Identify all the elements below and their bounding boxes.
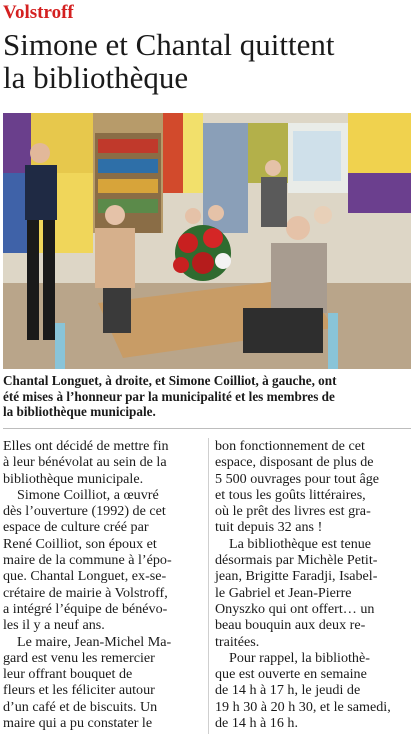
text-line: Pour rappel, la bibliothè- <box>229 649 370 666</box>
photo-caption <box>3 373 411 420</box>
text-line: traitées. <box>215 633 260 650</box>
caption-rule <box>3 428 411 429</box>
column-divider <box>208 438 209 734</box>
text-line: tuit depuis 32 ans ! <box>215 519 323 536</box>
text-line: espace de culture créé par <box>3 519 149 536</box>
text-line: fleurs et les féliciter autour <box>3 682 155 699</box>
text-line: de 14 h à 16 h. <box>215 715 298 732</box>
text-line: et tous les goûts littéraires, <box>215 486 366 503</box>
text-line: où le prêt des livres est gra- <box>215 503 371 520</box>
article-column-right <box>215 438 413 731</box>
text-line: Le maire, Jean-Michel Ma- <box>17 633 172 650</box>
text-line: à leur bénévolat au sein de la <box>3 454 167 471</box>
text-line: Simone Coilliot, a œuvré <box>17 486 159 503</box>
text-line: désormais par Michèle Petit- <box>215 552 378 569</box>
text-line: maire qui a pu constater le <box>3 715 153 732</box>
text-line: 5 500 ouvrages pour tout âge <box>215 470 379 487</box>
text-line: bibliothèque municipale. <box>3 470 144 487</box>
text-line: maire de la commune à l’épo- <box>3 552 172 569</box>
headline-line: Simone et Chantal quittent <box>3 27 335 62</box>
text-line: dès l’ouverture (1992) de cet <box>3 503 166 520</box>
text-line: Onyszko qui ont offert… un <box>215 600 375 617</box>
text-line: Elles ont décidé de mettre fin <box>3 438 169 454</box>
text-line: espace, disposant de plus de <box>215 454 374 471</box>
text-line: de 14 h à 17 h, le jeudi de <box>215 682 361 699</box>
text-line: que. Chantal Longuet, ex-se- <box>3 568 167 585</box>
caption-line: Chantal Longuet, à droite, et Simone Coilliot, à gauche, ont <box>3 373 337 388</box>
caption-line: été mises à l’honneur par la municipalité et les membres de <box>3 388 335 404</box>
headline-line: la bibliothèque <box>3 60 189 95</box>
text-line: leur offrant bouquet de <box>3 666 133 683</box>
article-column-left <box>3 438 202 731</box>
text-line: le Gabriel et Jean-Pierre <box>215 584 352 601</box>
text-line: que est ouverte en semaine <box>215 666 367 683</box>
caption-line: la bibliothèque municipale. <box>3 404 156 420</box>
text-line: beau bouquin aux deux re- <box>215 617 366 634</box>
text-line: gard est venu les remercier <box>3 649 155 666</box>
photo-icon <box>3 113 411 369</box>
text-line: les il y a neuf ans. <box>3 617 105 634</box>
text-line: crétaire de mairie à Volstroff, <box>3 584 168 601</box>
text-line: René Coilliot, son époux et <box>3 535 157 552</box>
text-line: La bibliothèque est tenue <box>229 535 372 552</box>
text-line: 19 h 30 à 20 h 30, et le samedi, <box>215 698 391 715</box>
text-line: a intégré l’équipe de bénévo- <box>3 600 168 617</box>
headline <box>3 28 413 94</box>
article-photo <box>3 113 411 369</box>
text-line: bon fonctionnement de cet <box>215 438 365 454</box>
location-kicker: Volstroff <box>3 2 74 23</box>
text-line: jean, Brigitte Faradji, Isabel- <box>215 568 378 585</box>
text-line: d’un café et de biscuits. Un <box>3 698 158 715</box>
